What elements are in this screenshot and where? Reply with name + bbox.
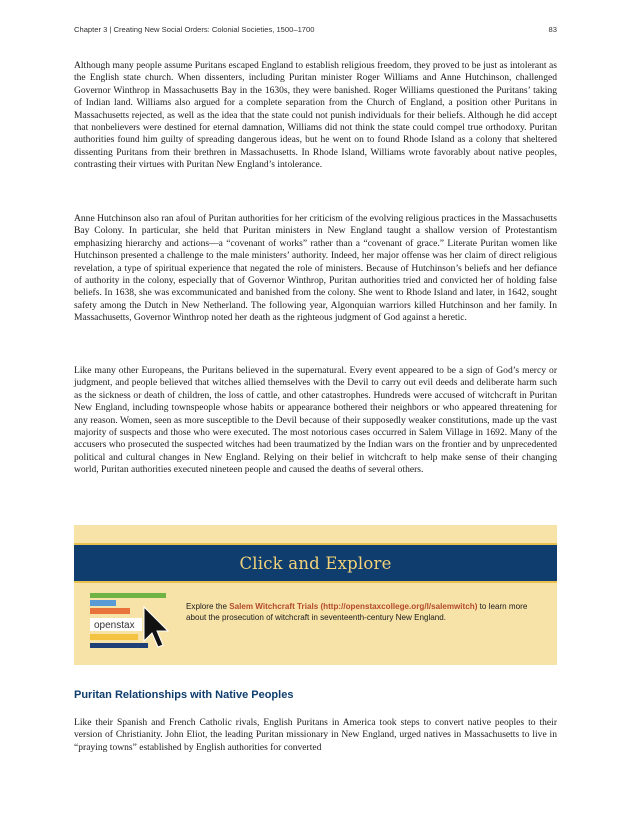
- feature-text-after: to learn more about the prosecution of witchcraft in seventeenth-century New England.: [186, 602, 528, 623]
- paragraph-roger-williams: Although many people assume Puritans escaped England to establish religious freedom, they proved to be just as intolerant as the English state church. When dissenters, including Puritan minister Roger Williams and Anne Hutchinson, challenged Governor Winthrop in Massachusetts Bay in the 1630s, they were banished. Roger Williams questioned the Puritans’ taking of Indian land. Williams also argued for a complete separation from the Church of England, a position other Puritans in Massachusetts rejected, as well as the idea that the state could not punish individuals for their beliefs. Although he did accept that nonbelievers were destined for eternal damnation, Williams did not think the state could compel true orthodoxy. Puritan authorities found him guilty of spreading dangerous ideas, but he went on to found Rhode Island as a colony that sheltered dissenting Puritans from their brethren in Massachusetts. In Rhode Island, Williams wrote favorably about native peoples, contrasting their virtues with Puritan New England’s intolerance.: [74, 60, 557, 171]
- feature-text-before: Explore the: [186, 602, 230, 611]
- feature-title-band: [74, 543, 557, 583]
- paragraph-witchcraft: Like many other Europeans, the Puritans believed in the supernatural. Every event appeared to be a sign of God’s mercy or judgment, and people believed that witches allied themselves with the Devil to carry out evil deeds and deliberate harm such as the sickness or death of children, the loss of cattle, and other catastrophes. Hundreds were accused of witchcraft in Puritan New England, including townspeople whose habits or appearance bothered their neighbors or who appeared threatening for any reason. Women, seen as more susceptible to the Devil because of their supposedly weaker constitutions, made up the vast majority of suspects and those who were executed. The most notorious cases occurred in Salem Village in 1692. Many of the accusers who prosecuted the suspected witches had been traumatized by the Indian wars on the frontier and by unprecedented political and cultural changes in New England. Relying on their belief in witchcraft to help make sense of their changing world, Puritan authorities executed nineteen people and caused the deaths of several others.: [74, 365, 557, 476]
- feature-description: [186, 601, 546, 623]
- openstax-cursor-logo-icon: [86, 591, 176, 653]
- salem-witchcraft-link[interactable]: Salem Witchcraft Trials (http://openstaxcollege.org/l/salemwitch): [229, 602, 478, 611]
- page-number: 83: [548, 25, 557, 34]
- paragraph-anne-hutchinson: Anne Hutchinson also ran afoul of Puritan authorities for her criticism of the evolving religious practices in the Massachusetts Bay Colony. In particular, she held that Puritan ministers in New England taught a shallow version of Protestantism emphasizing hierarchy and actions—a “covenant of works” rather than a “covenant of grace.” Literate Puritan women like Hutchinson presented a challenge to the male ministers’ authority. Indeed, her major offense was her claim of direct religious revelation, a type of spiritual experience that negated the role of ministers. Because of Hutchinson’s beliefs and her defiance of authority in the colony, especially that of Governor Winthrop, Puritan authorities tried and convicted her of holding false beliefs. In 1638, she was excommunicated and banished from the colony. She went to Rhode Island and later, in 1642, sought safety among the Dutch in New Netherland. The following year, Algonquian warriors killed Hutchinson and her family. In Massachusetts, Governor Winthrop noted her death as the righteous judgment of God against a heretic.: [74, 213, 557, 324]
- click-and-explore-box: [74, 525, 557, 665]
- running-header: [74, 25, 557, 34]
- feature-title: Click and Explore: [239, 553, 392, 573]
- logo-text: openstax: [94, 620, 135, 631]
- section-heading: Puritan Relationships with Native Peoples: [74, 689, 294, 701]
- paragraph-native-peoples: Like their Spanish and French Catholic rivals, English Puritans in America took steps to convert native peoples to their version of Christianity. John Eliot, the leading Puritan missionary in New England, urged natives in Massachusetts to live in “praying towns” established by English authorities for converted: [74, 717, 557, 753]
- chapter-title: Chapter 3 | Creating New Social Orders: Colonial Societies, 1500–1700: [74, 25, 315, 34]
